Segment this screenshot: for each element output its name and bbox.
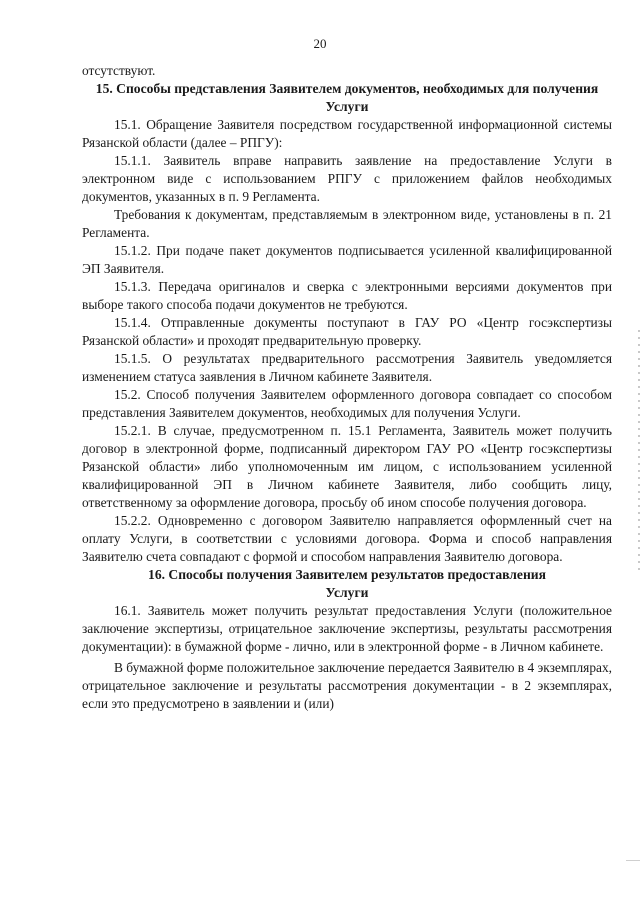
paragraph-15-1-1: 15.1.1. Заявитель вправе направить заявление на предоставление Услуги в электронном виде с использованием РПГУ с приложением файлов необходимых документов, указанных в п. 9 Регламента. [82,153,612,204]
section-16-heading: 16. Способы получения Заявителем результатов предоставления Услуги [148,567,546,600]
paragraph-15-2: 15.2. Способ получения Заявителем оформленного договора совпадает со способом представления Заявителем документов, необходимых для получения Услуги. [82,387,612,420]
scan-edge-mark-bottom [626,860,640,861]
paragraph-requirements: Требования к документам, представляемым в электронном виде, установлены в п. 21 Регламента. [82,207,612,240]
paragraph-15-1-3: 15.1.3. Передача оригиналов и сверка с электронными версиями документов при выборе такого способа подачи документов не требуются. [82,279,612,312]
page-content [82,62,612,713]
paragraph-15-2-1: 15.2.1. В случае, предусмотренном п. 15.1 Регламента, Заявитель может получить договор в электронной форме, подписанный директором ГАУ РО «Центр госэкспертизы Рязанской области» либо уполномоченным им лицом, с использованием усиленной квалифицированной ЭП в Личном кабинете Заявителя, либо сообщить лицу, ответственному за оформление договора, просьбу об ином способе получения договора. [82,423,612,510]
paragraph-15-1-5: 15.1.5. О результатах предварительного рассмотрения Заявитель уведомляется изменением статуса заявления в Личном кабинете Заявителя. [82,351,612,384]
paragraph-paper-form: В бумажной форме положительное заключение передается Заявителю в 4 экземплярах, отрицательное заключение и результаты рассмотрения документации - в 2 экземплярах, если это предусмотрено в заявлении и (или) [82,660,612,711]
intro-text: отсутствуют. [82,63,156,78]
paragraph-15-1: 15.1. Обращение Заявителя посредством государственной информационной системы Рязанской области (далее – РПГУ): [82,117,612,150]
page-number: 20 [313,36,327,51]
section-15-heading: 15. Способы представления Заявителем документов, необходимых для получения Услуги [95,81,599,114]
paragraph-15-1-4: 15.1.4. Отправленные документы поступают в ГАУ РО «Центр госэкспертизы Рязанской области» и проходят предварительную проверку. [82,315,612,348]
paragraph-16-1: 16.1. Заявитель может получить результат предоставления Услуги (положительное заключение экспертизы, отрицательное заключение экспертизы, результаты рассмотрения документации): в бумажной форме - лично, или в электронной форме - в Личном кабинете. [82,603,612,654]
paragraph-15-1-2: 15.1.2. При подаче пакет документов подписывается усиленной квалифицированной ЭП Заявителя. [82,243,612,276]
paragraph-15-2-2: 15.2.2. Одновременно с договором Заявителю направляется оформленный счет на оплату Услуги, в соответствии с условиями договора. Форма и способ направления Заявителю счета совпадают с формой и способом направления Заявителю договора. [82,513,612,564]
